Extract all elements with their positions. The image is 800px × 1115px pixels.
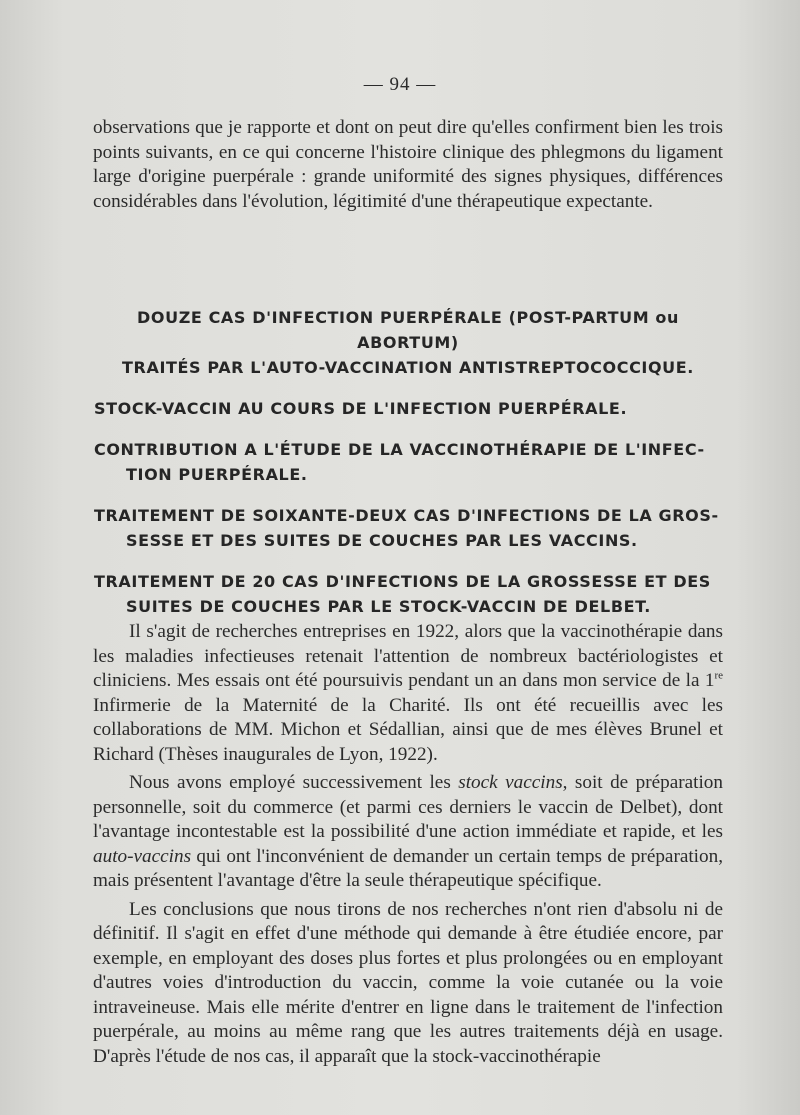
heading-line: TRAITÉS PAR L'AUTO-VACCINATION ANTISTREPTOCOCCIQUE. <box>122 358 694 377</box>
heading-line: TRAITEMENT DE 20 CAS D'INFECTIONS DE LA GROSSESSE ET DES <box>94 572 711 591</box>
heading-line: SUITES DE COUCHES PAR LE STOCK-VACCIN DE DELBET. <box>126 597 651 616</box>
intro-section <box>93 116 723 214</box>
italic-term: stock vaccins <box>458 772 563 793</box>
body-paragraph-1 <box>93 620 723 767</box>
heading-line: SESSE ET DES SUITES DE COUCHES PAR LES VACCINS. <box>126 531 638 550</box>
italic-term: auto-vaccins <box>93 845 192 867</box>
body-text-run: , soit de préparation personnelle, soit du commerce (et parmi ces derniers le vaccin de Delbet), dont l'avantage incontestable est la possibilité d'une action immédiate et rapide, et les <box>93 772 723 842</box>
intro-paragraph: observations que je rapporte et dont on peut dire qu'elles confirment bien les trois points suivants, en ce qui concerne l'histoire clinique des phlegmons du ligament large d'origine puerpérale : grande uniformité des signes physiques, différences considérables dans l'évolution, légitimité d'une thérapeutique expectante. <box>93 117 723 212</box>
heading-contribution <box>94 437 722 487</box>
heading-line: TION PUERPÉRALE. <box>126 465 308 484</box>
heading-line: STOCK-VACCIN AU COURS DE L'INFECTION PUERPÉRALE. <box>94 399 628 418</box>
body-paragraph-2 <box>93 771 723 894</box>
body-text-run: Infirmerie de la Maternité de la Charité. Ils ont été recueillis avec les collaborations de MM. Michon et Sédallian, ainsi que de mes élèves Brunel et Richard (Thèses inaugurales de Lyon, 1922). <box>93 694 723 765</box>
heading-line: TRAITEMENT DE SOIXANTE-DEUX CAS D'INFECTIONS DE LA GROS- <box>94 506 719 525</box>
body-text-run: Il s'agit de recherches entreprises en 1922, alors que la vaccinothérapie dans les maladies infectieuses retenait l'attention de nombreux bactériologistes et cliniciens. Mes essais ont été poursuivis pendant un an dans mon service de la 1 <box>93 621 723 691</box>
heading-vingt-cas <box>94 569 722 619</box>
section-headings <box>94 305 722 635</box>
body-paragraph-3: Les conclusions que nous tirons de nos recherches n'ont rien d'absolu ni de définitif. Il s'agit en effet d'une méthode qui demande à être étudiée encore, par exemple, en employant des doses plus fortes et plus prolongées ou en employant d'autres voies d'introduction du vaccin, comme la voie cutanée ou la voie intraveineuse. Mais elle mérite d'entrer en ligne dans le traitement de l'infection puerpérale, au moins au même rang que les autres traitements déjà en usage. D'après l'étude de nos cas, il apparaît que la stock-vaccinothérapie <box>93 898 723 1067</box>
heading-line: DOUZE CAS D'INFECTION PUERPÉRALE (POST-PARTUM ou ABORTUM) <box>137 308 679 352</box>
heading-stock-vaccin <box>94 396 722 421</box>
superscript: re <box>714 669 723 682</box>
heading-soixante-deux-cas <box>94 503 722 553</box>
heading-line: CONTRIBUTION A L'ÉTUDE DE LA VACCINOTHÉRAPIE DE L'INFEC- <box>94 440 705 459</box>
body-text-run: qui ont l'inconvénient de demander un certain temps de préparation, mais présentent l'avantage d'être la seule thérapeutique spécifique. <box>93 845 723 891</box>
heading-douze-cas <box>94 305 722 380</box>
page-number: — 94 — <box>363 74 437 95</box>
body-section <box>93 620 723 1073</box>
body-text-run: Nous avons employé successivement les <box>129 772 459 793</box>
